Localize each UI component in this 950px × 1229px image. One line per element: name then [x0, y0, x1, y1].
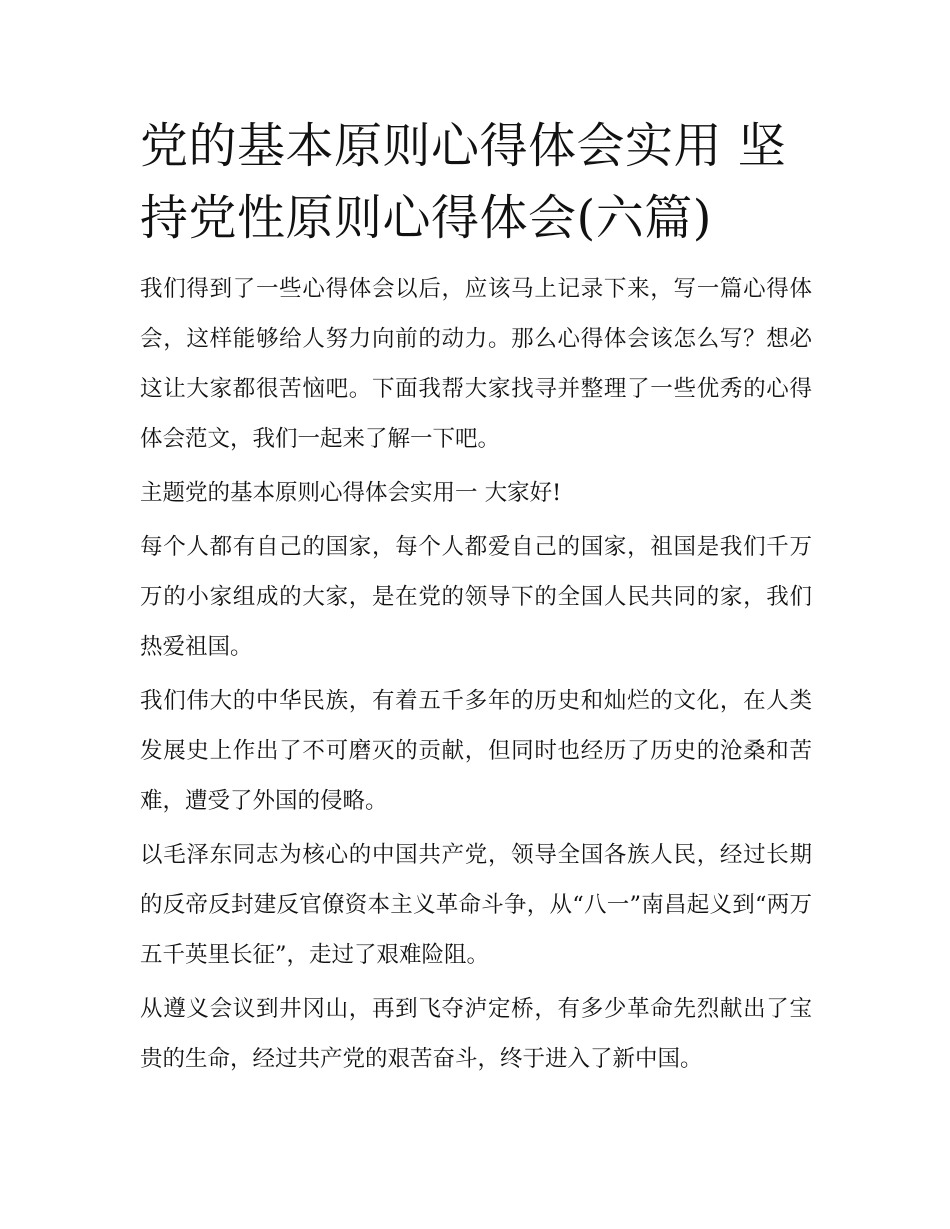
- document-body: [140, 264, 812, 1084]
- paragraph: 每个人都有自己的国家，每个人都爱自己的国家，祖国是我们千万万的小家组成的大家，是在党的领导下的全国人民共同的家，我们热爱祖国。: [140, 534, 812, 660]
- paragraph: 我们伟大的中华民族，有着五千多年的历史和灿烂的文化，在人类发展史上作出了不可磨灭的贡献，但同时也经历了历史的沧桑和苦难，遭受了外国的侵略。: [140, 688, 812, 814]
- paragraph: 以毛泽东同志为核心的中国共产党，领导全国各族人民，经过长期的反帝反封建反官僚资本主义革命斗争，从“八一”南昌起义到“两万五千英里长征”，走过了艰难险阻。: [140, 842, 812, 968]
- document-page: [140, 110, 812, 1088]
- paragraph: 从遵义会议到井冈山，再到飞夺泸定桥，有多少革命先烈献出了宝贵的生命，经过共产党的艰苦奋斗，终于进入了新中国。: [140, 996, 812, 1072]
- document-title: 党的基本原则心得体会实用 坚持党性原则心得体会(六篇): [140, 118, 787, 246]
- paragraph-intro: 我们得到了一些心得体会以后，应该马上记录下来，写一篇心得体会，这样能够给人努力向前的动力。那么心得体会该怎么写？想必这让大家都很苦恼吧。下面我帮大家找寻并整理了一些优秀的心得体会范文，我们一起来了解一下吧。: [140, 276, 812, 452]
- paragraph-subtitle: 主题党的基本原则心得体会实用一 大家好!: [140, 480, 562, 506]
